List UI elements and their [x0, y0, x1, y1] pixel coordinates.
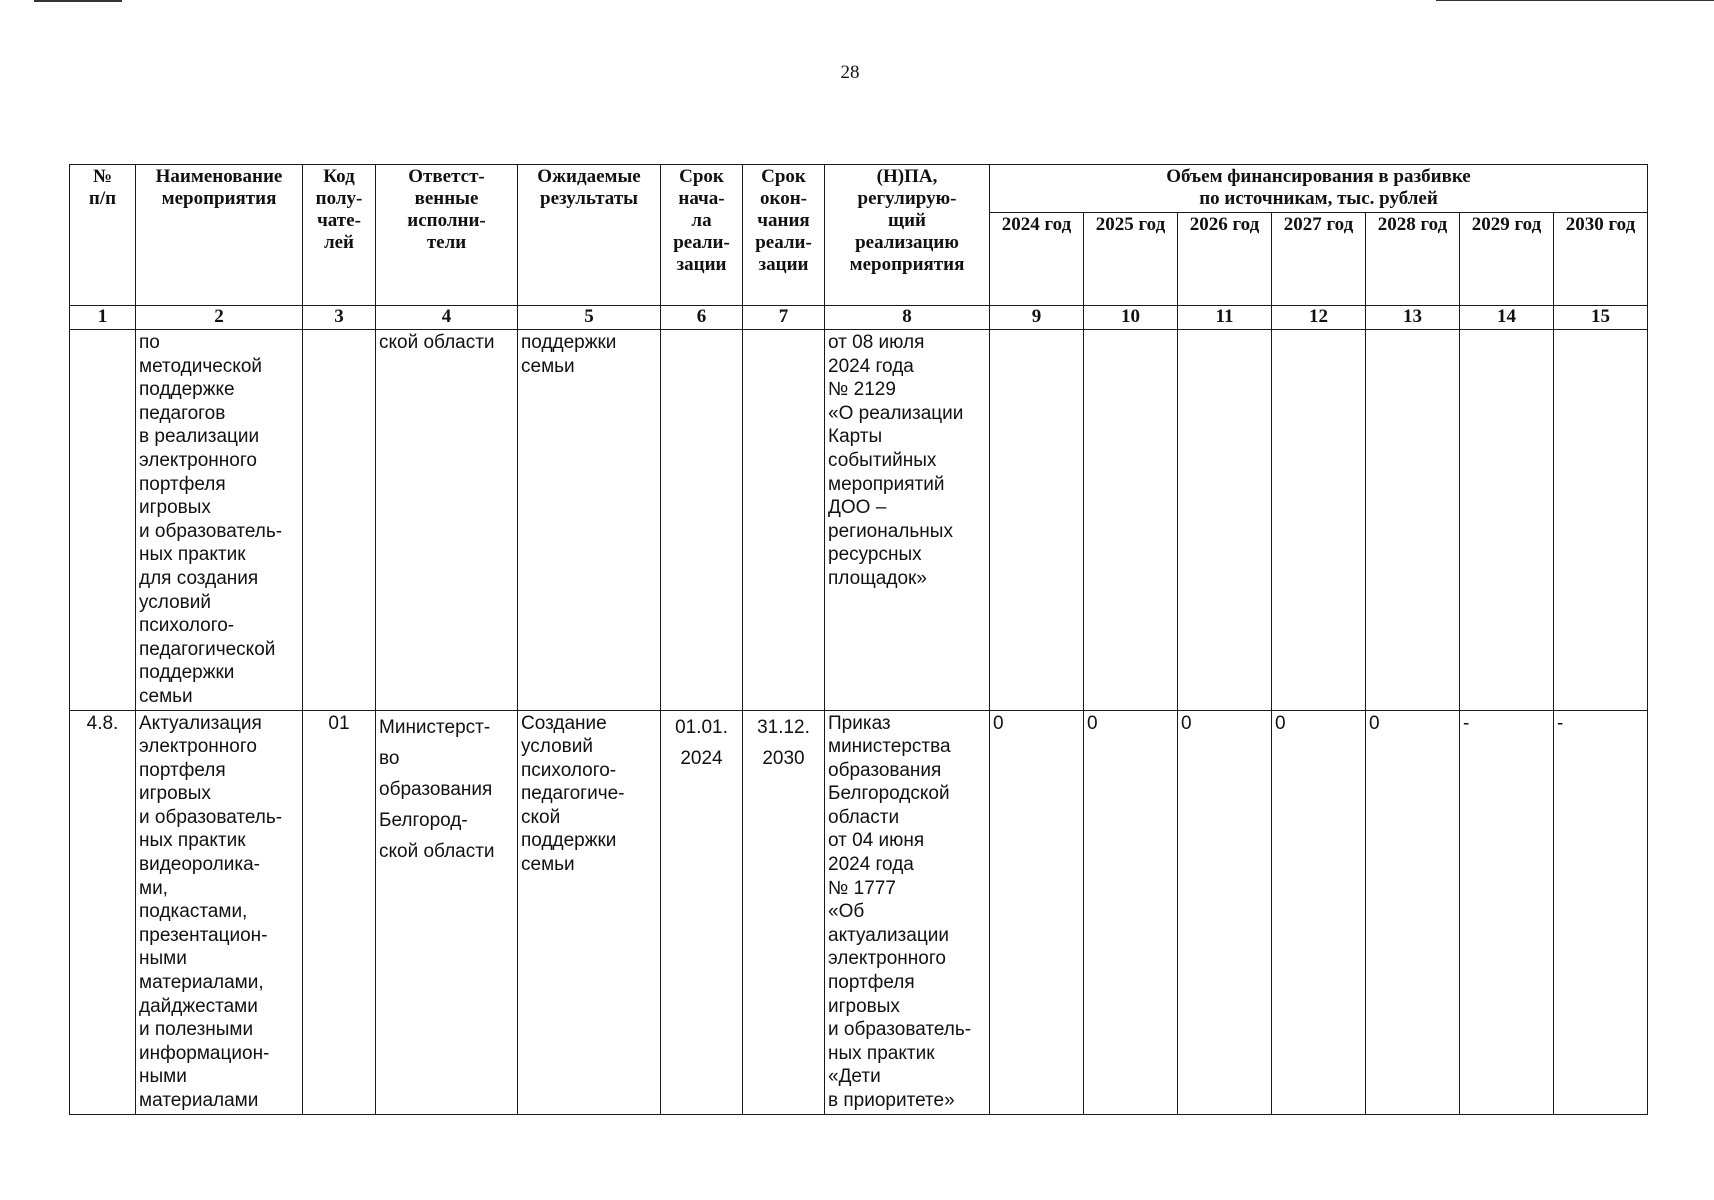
column-number: 7 — [743, 306, 825, 330]
cell-line: Актуализация — [139, 712, 262, 734]
cell-line: № 1777 — [828, 877, 896, 899]
cell-line: окон- — [760, 188, 807, 209]
cell-line: и полезными — [139, 1019, 254, 1041]
cell-line: и образователь- — [828, 1019, 972, 1041]
cell-line: нача- — [678, 188, 725, 209]
cell-line: Ожидаемые — [537, 166, 641, 187]
financing-2027-cell: 0 — [1272, 710, 1366, 1114]
cell-line: ных практик — [139, 544, 246, 566]
cell-line: портфеля — [828, 972, 915, 994]
row-number: 4.8. — [70, 710, 136, 1114]
header-regulation — [825, 165, 990, 306]
financing-2025-cell: 0 — [1084, 710, 1178, 1114]
cell-line: реали- — [755, 232, 812, 253]
cell-line: и образователь- — [139, 806, 283, 828]
cell-line: педагогической — [139, 638, 276, 660]
start-date-cell — [661, 330, 743, 711]
cell-line: образования — [828, 759, 942, 781]
cell-line: чате- — [317, 210, 361, 231]
cell-line: для создания — [139, 567, 259, 589]
cell-line: Белгородской — [828, 783, 950, 805]
executors-cell — [376, 710, 518, 1114]
cell-line: щий — [888, 210, 926, 231]
expected-results-cell — [518, 330, 661, 711]
header-year: 2026 год — [1178, 213, 1272, 306]
cell-line: «Об — [828, 901, 865, 923]
cell-line: мероприятия — [161, 188, 277, 209]
regulation-cell — [825, 710, 990, 1114]
header-year: 2028 год — [1366, 213, 1460, 306]
cell-line: 31.12. — [757, 716, 810, 738]
cell-line: событийных — [828, 449, 937, 471]
column-number: 6 — [661, 306, 743, 330]
cell-line: Приказ — [828, 712, 891, 734]
cell-line: региональных — [828, 520, 953, 542]
financing-2030-cell: - — [1554, 710, 1648, 1114]
cell-line: министерства — [828, 736, 951, 758]
cell-line: материалами — [139, 1090, 259, 1111]
cell-line: Код — [323, 166, 355, 187]
cell-line: от 04 июня — [828, 830, 925, 852]
end-date-cell — [743, 330, 825, 711]
page-number: 28 — [840, 62, 860, 83]
cell-line: актуализации — [828, 924, 949, 946]
cell-line: в реализации — [139, 426, 260, 448]
cell-line: педагогиче- — [521, 783, 625, 805]
cell-line: дайджестами — [139, 995, 258, 1017]
cell-line: № 2129 — [828, 379, 896, 401]
cell-line: по — [139, 332, 160, 353]
financing-2029-cell: - — [1460, 710, 1554, 1114]
cell-line: в приоритете» — [828, 1090, 955, 1111]
cell-line: поддержки — [139, 662, 235, 684]
cell-line: 2024 года — [828, 854, 914, 876]
column-number: 11 — [1178, 306, 1272, 330]
cell-line: портфеля — [139, 473, 226, 495]
cell-line: 2024 года — [828, 355, 914, 377]
column-number: 10 — [1084, 306, 1178, 330]
financing-2026-cell — [1178, 330, 1272, 711]
cell-line: чания — [757, 210, 810, 231]
header-financing — [990, 165, 1648, 213]
financing-2026-cell: 0 — [1178, 710, 1272, 1114]
cell-line: реали- — [673, 232, 730, 253]
header-year: 2030 год — [1554, 213, 1648, 306]
cell-line: электронного — [139, 736, 257, 758]
cell-line: Ответст- — [408, 166, 485, 187]
cell-line: реализацию — [855, 232, 959, 253]
cell-line: Срок — [761, 166, 806, 187]
header-recipient-code — [303, 165, 376, 306]
cell-line: «О реализации — [828, 402, 964, 424]
cell-line: (Н)ПА, — [876, 166, 938, 187]
column-number: 4 — [376, 306, 518, 330]
cell-line: 2030 — [762, 747, 805, 769]
cell-line: педагогов — [139, 402, 226, 424]
cell-line: Карты — [828, 426, 883, 448]
activities-table — [69, 164, 1648, 1115]
cell-line: условий — [521, 736, 593, 758]
table-row — [70, 330, 1648, 711]
financing-2028-cell: 0 — [1366, 710, 1460, 1114]
cell-line: ДОО – — [828, 497, 887, 519]
recipient-code-cell — [303, 330, 376, 711]
column-number: 14 — [1460, 306, 1554, 330]
cell-line: исполни- — [407, 210, 486, 231]
financing-2028-cell — [1366, 330, 1460, 711]
cell-line: подкастами, — [139, 901, 248, 923]
header-year: 2029 год — [1460, 213, 1554, 306]
cell-line: мероприятия — [849, 254, 965, 275]
header-year: 2027 год — [1272, 213, 1366, 306]
cell-line: электронного — [139, 449, 257, 471]
cell-line: семьи — [521, 854, 575, 876]
cell-line: ных практик — [828, 1042, 935, 1064]
cell-line: портфеля — [139, 759, 226, 781]
cell-line: регулирую- — [857, 188, 957, 209]
cell-line: и образователь- — [139, 520, 283, 542]
cell-line: во — [379, 747, 400, 769]
header-end-date — [743, 165, 825, 306]
cell-line: игровых — [139, 497, 211, 519]
cell-line: Срок — [679, 166, 724, 187]
cell-line: 01.01. — [675, 716, 728, 738]
column-number: 8 — [825, 306, 990, 330]
cell-line: методической — [139, 355, 263, 377]
cell-line: презентацион- — [139, 924, 268, 946]
cell-line: ными — [139, 1066, 187, 1088]
cell-line: ных практик — [139, 830, 246, 852]
column-numbers-row — [70, 306, 1648, 330]
scan-edge-line-left — [34, 0, 122, 2]
header-executors — [376, 165, 518, 306]
cell-line: полу- — [315, 188, 363, 209]
cell-line: ресурсных — [828, 544, 922, 566]
financing-2029-cell — [1460, 330, 1554, 711]
cell-line: зации — [676, 254, 727, 275]
row-number — [70, 330, 136, 711]
column-number: 5 — [518, 306, 661, 330]
header-expected-results — [518, 165, 661, 306]
financing-2030-cell — [1554, 330, 1648, 711]
financing-2024-cell: 0 — [990, 710, 1084, 1114]
recipient-code-cell: 01 — [303, 710, 376, 1114]
header-row — [70, 165, 1648, 213]
cell-line: по источникам, тыс. рублей — [1199, 188, 1438, 209]
cell-line: п/п — [88, 188, 117, 209]
cell-line: зации — [758, 254, 809, 275]
column-number: 3 — [303, 306, 376, 330]
cell-line: поддержке — [139, 379, 235, 401]
cell-line: материалами, — [139, 972, 264, 994]
table-row — [70, 710, 1648, 1114]
financing-2025-cell — [1084, 330, 1178, 711]
cell-line: образования — [379, 778, 493, 800]
column-number: 1 — [70, 306, 136, 330]
cell-line: ла — [691, 210, 712, 231]
financing-2027-cell — [1272, 330, 1366, 711]
expected-results-cell — [518, 710, 661, 1114]
cell-line: электронного — [828, 948, 946, 970]
cell-line: семьи — [139, 685, 193, 707]
regulation-cell — [825, 330, 990, 711]
cell-line: области — [828, 806, 900, 828]
cell-line: поддержки — [521, 830, 617, 852]
cell-line: игровых — [139, 783, 211, 805]
cell-line: тели — [426, 232, 467, 253]
cell-line: мероприятий — [828, 473, 945, 495]
cell-line: 2024 — [680, 747, 723, 769]
cell-line: результаты — [540, 188, 638, 209]
cell-line: семьи — [521, 355, 575, 377]
cell-line: Министерст- — [379, 716, 491, 738]
cell-line: Наименование — [155, 166, 283, 187]
cell-line: лей — [323, 232, 355, 253]
cell-line: игровых — [828, 995, 900, 1017]
start-date-cell — [661, 710, 743, 1114]
header-start-date — [661, 165, 743, 306]
column-number: 9 — [990, 306, 1084, 330]
activity-name-cell — [136, 710, 303, 1114]
cell-line: венные — [414, 188, 479, 209]
cell-line: № — [92, 166, 113, 187]
financing-2024-cell — [990, 330, 1084, 711]
column-number: 13 — [1366, 306, 1460, 330]
cell-line: условий — [139, 591, 211, 613]
cell-line: ской — [521, 806, 561, 828]
cell-line: психолого- — [521, 759, 617, 781]
activity-name-cell — [136, 330, 303, 711]
header-year: 2025 год — [1084, 213, 1178, 306]
executors-cell — [376, 330, 518, 711]
cell-line: ской области — [379, 840, 495, 862]
cell-line: ми, — [139, 877, 168, 899]
header-year: 2024 год — [990, 213, 1084, 306]
column-number: 12 — [1272, 306, 1366, 330]
cell-line: видеоролика- — [139, 854, 260, 876]
cell-line: поддержки — [521, 332, 617, 353]
end-date-cell — [743, 710, 825, 1114]
header-number — [70, 165, 136, 306]
scan-edge-line-right — [1436, 0, 1714, 1]
cell-line: психолого- — [139, 615, 235, 637]
cell-line: Создание — [521, 712, 607, 734]
cell-line: ской области — [379, 332, 495, 353]
cell-line: от 08 июля — [828, 332, 925, 353]
cell-line: Объем финансирования в разбивке — [1166, 166, 1471, 187]
cell-line: информацион- — [139, 1042, 270, 1064]
column-number: 2 — [136, 306, 303, 330]
cell-line: ными — [139, 948, 187, 970]
cell-line: Белгород- — [379, 809, 468, 831]
cell-line: «Дети — [828, 1066, 881, 1088]
cell-line: площадок» — [828, 567, 927, 589]
header-activity-name — [136, 165, 303, 306]
column-number: 15 — [1554, 306, 1648, 330]
